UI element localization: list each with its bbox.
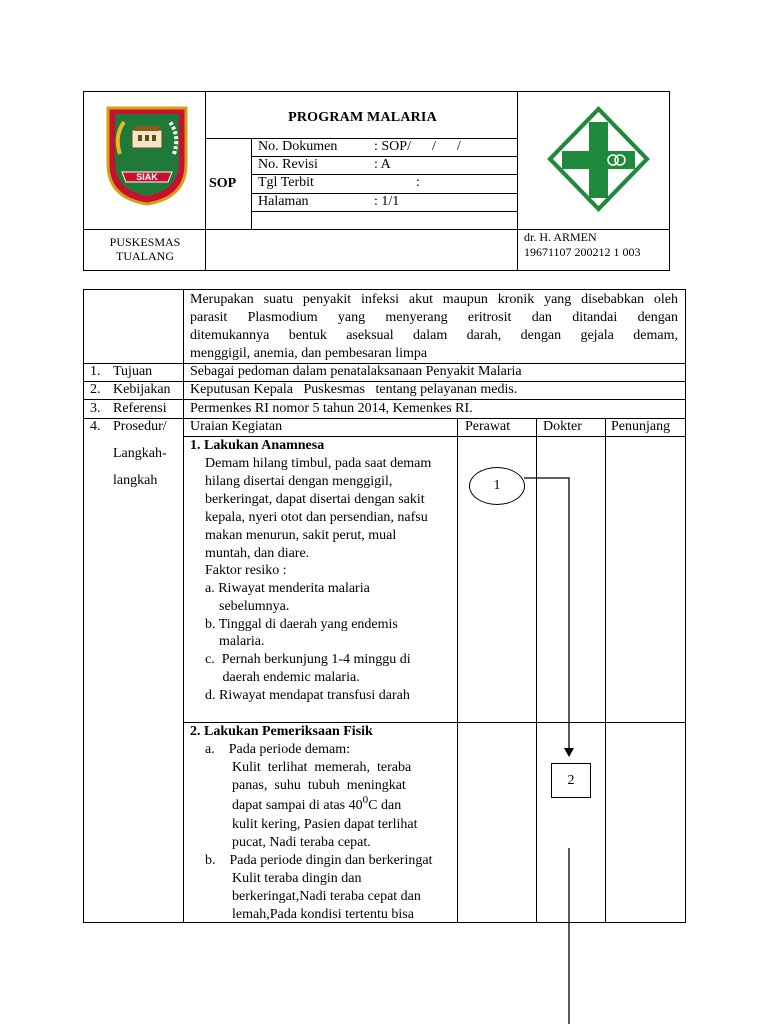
meta-value-no-dokumen: : SOP/ / / [374,139,461,154]
regional-emblem-icon [102,102,192,207]
program-title: PROGRAM MALARIA [288,110,437,125]
risk-item: sebelumnya. [205,599,290,614]
column-header-dokter: Dokter [543,419,582,434]
divider [251,211,517,212]
doctor-name: dr. H. ARMEN [524,230,597,244]
divider [251,138,252,230]
row-number: 3. [90,401,101,416]
doctor-signature-block [524,230,641,260]
step-1-line: Demam hilang timbul, pada saat demam [205,456,432,471]
row-label-kebijakan: Kebijakan [113,382,171,397]
definition-line: ditemukannya bentuk aseksual dalam darah, dengan gejala demam, [190,328,678,343]
risk-item: malaria. [205,634,265,649]
row-label-prosedur: Prosedur/ [113,419,167,434]
step-1-line: hilang disertai dengan menggigil, [205,474,393,489]
step-1-title: 1. Lakukan Anamnesa [190,438,325,453]
row-number: 2. [90,382,101,397]
step-2-line: pucat, Nadi teraba cepat. [232,835,371,850]
column-header-uraian: Uraian Kegiatan [190,419,283,434]
row-text-referensi: Permenkes RI nomor 5 tahun 2014, Kemenkes RI. [190,401,473,416]
divider [457,418,458,922]
puskesmas-line1: PUSKESMAS [109,235,181,249]
puskesmas-line2: TUALANG [116,249,174,263]
puskesmas-cross-logo-icon [547,106,650,212]
risk-item: c. Pernah berkunjung 1-4 minggu di [205,652,411,667]
step-1-line: berkeringat, dapat disertai dengan sakit [205,492,425,507]
sop-label: SOP [209,176,237,191]
definition-line: parasit Plasmodium yang menyerang eritrosit dan ditandai dengan [190,310,678,325]
step-1-line: makan menurun, sakit perut, mual [205,528,397,543]
temp-prefix: dapat sampai di atas 40 [232,798,363,813]
puskesmas-name [84,235,206,263]
divider [183,290,184,922]
step-2-line: lemah,Pada kondisi tertentu bisa [232,907,414,922]
meta-value-halaman: : 1/1 [374,194,400,209]
row-label-tujuan: Tujuan [113,364,153,379]
risk-item: daerah endemic malaria. [205,670,360,685]
svg-text:SIAK: SIAK [136,172,158,182]
definition-line: menggigil, anemia, dan pembesaran limpa [190,346,428,361]
step-1-line: kepala, nyeri otot dan persendian, nafsu [205,510,428,525]
row-text-kebijakan: Keputusan Kepala Puskesmas tentang pelayanan medis. [190,382,518,397]
step-2-line: kulit kering, Pasien dapat terlihat [232,817,418,832]
divider [605,418,606,922]
flow-node-1: 1 [469,467,525,505]
column-header-perawat: Perawat [465,419,511,434]
doctor-nip: 19671107 200212 1 003 [524,245,641,259]
step-2-sub-a: a. Pada periode demam: [205,742,351,757]
row-number: 4. [90,419,101,434]
row-label-langkah: langkah [113,473,158,488]
row-text-tujuan: Sebagai pedoman dalam penatalaksanaan Penyakit Malaria [190,364,522,379]
divider [205,138,517,139]
meta-value-no-revisi: : A [374,157,391,172]
definition-line: Merupakan suatu penyakit infeksi akut maupun kronik yang disebabkan oleh [190,292,678,307]
sop-header [83,91,670,271]
step-2-title: 2. Lakukan Pemeriksaan Fisik [190,724,373,739]
meta-label-halaman: Halaman [258,194,309,209]
step-1-line: Faktor resiko : [205,563,287,578]
divider [536,418,537,922]
row-label-langkah: Langkah- [113,446,167,461]
flow-node-2: 2 [551,763,591,798]
risk-item: a. Riwayat menderita malaria [205,581,370,596]
risk-item: b. Tinggal di daerah yang endemis [205,617,398,632]
row-number: 1. [90,364,101,379]
step-1-line: muntah, dan diare. [205,546,310,561]
step-2-line: panas, suhu tubuh meningkat [232,778,406,793]
risk-item: d. Riwayat mendapat transfusi darah [205,688,410,703]
meta-label-no-dokumen: No. Dokumen [258,139,338,154]
meta-label-tgl-terbit: Tgl Terbit [258,175,314,190]
step-2-temp-line [232,794,402,815]
meta-label-no-revisi: No. Revisi [258,157,318,172]
column-header-penunjang: Penunjang [611,419,671,434]
step-2-line: Kulit terlihat memerah, teraba [232,760,412,775]
divider [84,418,685,419]
meta-value-tgl-terbit: : [374,175,420,190]
sop-body-table [83,289,686,923]
temp-suffix: C dan [368,798,402,813]
step-2-line: Kulit teraba dingin dan [232,871,362,886]
temp-superscript: 0 [362,794,369,806]
step-2-line: berkeringat,Nadi teraba cepat dan [232,889,421,904]
row-label-referensi: Referensi [113,401,167,416]
step-2-sub-b: b. Pada periode dingin dan berkeringat [205,853,433,868]
